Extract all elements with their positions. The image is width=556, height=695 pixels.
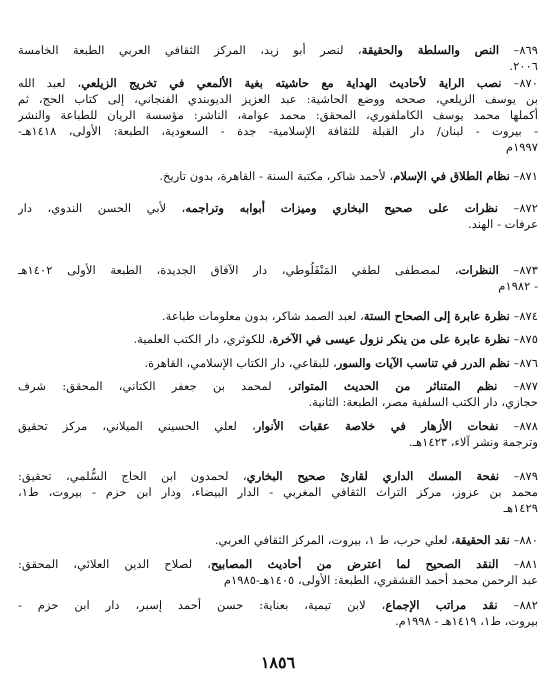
entry-details: بيروت، ط١، ١٤١٩هـ - ١٩٩٨م.	[395, 614, 538, 628]
entry-line	[18, 484, 538, 500]
entry-number: ٨٨١–	[498, 557, 538, 571]
entry-line	[18, 613, 538, 629]
entry-details: ، لنصر أبو زيد، المركز الثقافي العربي الطبعة الخامسة	[18, 43, 362, 57]
entry-details: بن يوسف الزيلعي، صححه ووضع الحاشية: عبد العزيز الديوبندي الفنجاني، إلى كتاب الحج، ثم	[18, 92, 538, 106]
bibliography-entry	[18, 378, 538, 410]
bibliography-entry	[18, 262, 538, 294]
entry-number: ٨٧٦–	[509, 356, 538, 370]
entry-number: ٨٧١–	[509, 169, 538, 183]
entry-line	[18, 597, 538, 613]
entry-title: نفحات الأزهار في خلاصة عقبات الأنوار	[255, 419, 499, 433]
entry-line	[18, 355, 538, 371]
entry-line	[18, 378, 538, 394]
entry-number: ٨٨٢–	[497, 598, 538, 612]
entry-line	[18, 200, 538, 216]
entry-details: ١٤٢٩هـ	[503, 501, 538, 515]
entry-line	[18, 278, 538, 294]
entry-title: نصب الراية لأحاديث الهداية مع حاشيته بغية الألمعي في تخريج الزيلعي	[81, 76, 502, 90]
page-number: ١٨٥٦	[260, 653, 296, 672]
entry-number: ٨٧٩–	[499, 469, 538, 483]
bibliography-entry	[18, 75, 538, 155]
entry-number: ٨٧٢–	[498, 201, 538, 215]
entry-line	[18, 168, 538, 184]
entry-details: وترجمة ونشر آلاء، ١٤٢٣هـ.	[408, 435, 538, 449]
entry-details: ، لحمدون ابن الحاج السُّلمي، تحقيق:	[18, 469, 247, 483]
entry-line	[18, 139, 538, 155]
entry-details: ، للكوثري، دار الكتب العلمية.	[133, 332, 273, 346]
entry-title: نقد مراتب الإجماع	[385, 598, 498, 612]
entry-line	[18, 418, 538, 434]
entry-line	[18, 331, 538, 347]
entry-number: ٨٧٣–	[498, 263, 538, 277]
entry-line	[18, 556, 538, 572]
bibliography-entry	[18, 556, 538, 588]
bibliography-entry	[18, 200, 538, 232]
entry-number: ٨٧٥–	[509, 332, 538, 346]
entry-title: النقد الصحيح لما اعترض من أحاديث المصابيح	[210, 557, 499, 571]
entry-title: نظم الدرر في تناسب الآيات والسور	[336, 356, 510, 370]
entry-details: ، لعلي الحسيني الميلاني، مركز تحقيق	[18, 419, 256, 433]
document-page	[18, 0, 538, 695]
entry-details: حجازي، دار الكتب السلفية مصر، الطبعة: الثانية.	[308, 395, 538, 409]
entry-title: نظرة عابرة إلى الصحاح الستة	[363, 309, 510, 323]
entry-number: ٨٦٩–	[499, 43, 538, 57]
entry-details: ، لابن تيمية، بعناية: حسن أحمد إسبر، دار ابن حزم -	[18, 598, 386, 612]
entry-details: ، لصلاح الدين العلائي، المحقق:	[18, 557, 211, 571]
entry-line	[18, 468, 538, 484]
entry-details: - ١٩٨٢م	[498, 279, 538, 293]
entry-title: نفحة المسك الداري لقارئ صحيح البخاري	[246, 469, 500, 483]
entry-line	[18, 42, 538, 58]
entry-details: عرفات - الهند.	[468, 217, 538, 231]
entry-number: ٨٧٠–	[501, 76, 538, 90]
entry-details: ، لأحمد شاكر، مكتبة السنة - القاهرة، بدون تاريخ.	[159, 169, 394, 183]
bibliography-entry	[18, 355, 538, 371]
bibliography-entry	[18, 532, 538, 548]
entry-line	[18, 572, 538, 588]
entry-title: نظرة عابرة على من ينكر نزول عيسى في الآخرة	[272, 332, 510, 346]
entry-details: - بيروت - لبنان/ دار القبلة للثقافة الإسلامية- جدة - السعودية، الطبعة: الأولى، ١٤١٨هـ-	[18, 124, 538, 138]
entry-line	[18, 532, 538, 548]
entry-details: ، للبقاعي، دار الكتاب الإسلامي، القاهرة.	[144, 356, 337, 370]
entry-number: ٨٧٧–	[497, 379, 538, 393]
entry-number: ٨٨٠–	[509, 533, 538, 547]
entry-details: ، لأبي الحسن الندوي، دار	[18, 201, 186, 215]
entry-line	[18, 308, 538, 324]
entry-details: أكملها محمد يوسف الكاملفوري، المحقق: محمد عوامة، الناشر: مؤسسة الريان للطباعة والنشر	[18, 108, 538, 122]
bibliography-entry	[18, 331, 538, 347]
entry-details: محمد بن عزوز، مركز التراث الثقافي المغربي - الدار البيضاء، ودار ابن حزم - بيروت، ط١،	[18, 485, 538, 499]
entry-details: ، لمصطفى لطفي المَنْفَلُوطي، دار الآفاق الجديدة، الطبعة الأولى ١٤٠٢هـ	[18, 263, 459, 277]
entry-line	[18, 216, 538, 232]
entry-details: ، لعبد الله	[18, 76, 82, 90]
entry-number: ٨٧٤–	[509, 309, 538, 323]
entry-title: نظرات على صحيح البخاري وميزات أبوابه وتراجمه	[185, 201, 498, 215]
bibliography-entry	[18, 418, 538, 450]
entry-title: نظم المتناثر من الحديث المتواتر	[291, 379, 498, 393]
entry-line	[18, 107, 538, 123]
bibliography-entry	[18, 468, 538, 516]
entry-line	[18, 91, 538, 107]
entry-details: ، لعبد الصمد شاكر، بدون معلومات طباعة.	[161, 309, 364, 323]
entry-line	[18, 434, 538, 450]
entry-title: النص والسلطة والحقيقة	[361, 43, 500, 57]
entry-details: ، لمحمد بن جعفر الكتاني، المحقق: شرف	[18, 379, 292, 393]
entry-line	[18, 394, 538, 410]
bibliography-entry	[18, 42, 538, 74]
entry-line	[18, 123, 538, 139]
entry-number: ٨٧٨–	[498, 419, 538, 433]
entry-line	[18, 58, 538, 74]
bibliography-entry	[18, 597, 538, 629]
entry-details: عبد الرحمن محمد أحمد القشقري، الطبعة: الأولى، ١٤٠٥هـ-١٩٨٥م	[223, 573, 538, 587]
entry-line	[18, 500, 538, 516]
bibliography-entry	[18, 308, 538, 324]
entry-line	[18, 262, 538, 278]
entry-details: ٢٠٠٦.	[509, 59, 538, 73]
entry-details: ، لعلي حرب، ط ١، بيروت، المركز الثقافي العربي.	[214, 533, 455, 547]
bibliography-entry	[18, 168, 538, 184]
entry-title: نقد الحقيقة	[454, 533, 510, 547]
entry-title: نظام الطلاق في الإسلام	[393, 169, 510, 183]
entry-line	[18, 75, 538, 91]
entry-details: ١٩٩٧م	[505, 140, 538, 154]
entry-title: النظرات	[458, 263, 499, 277]
